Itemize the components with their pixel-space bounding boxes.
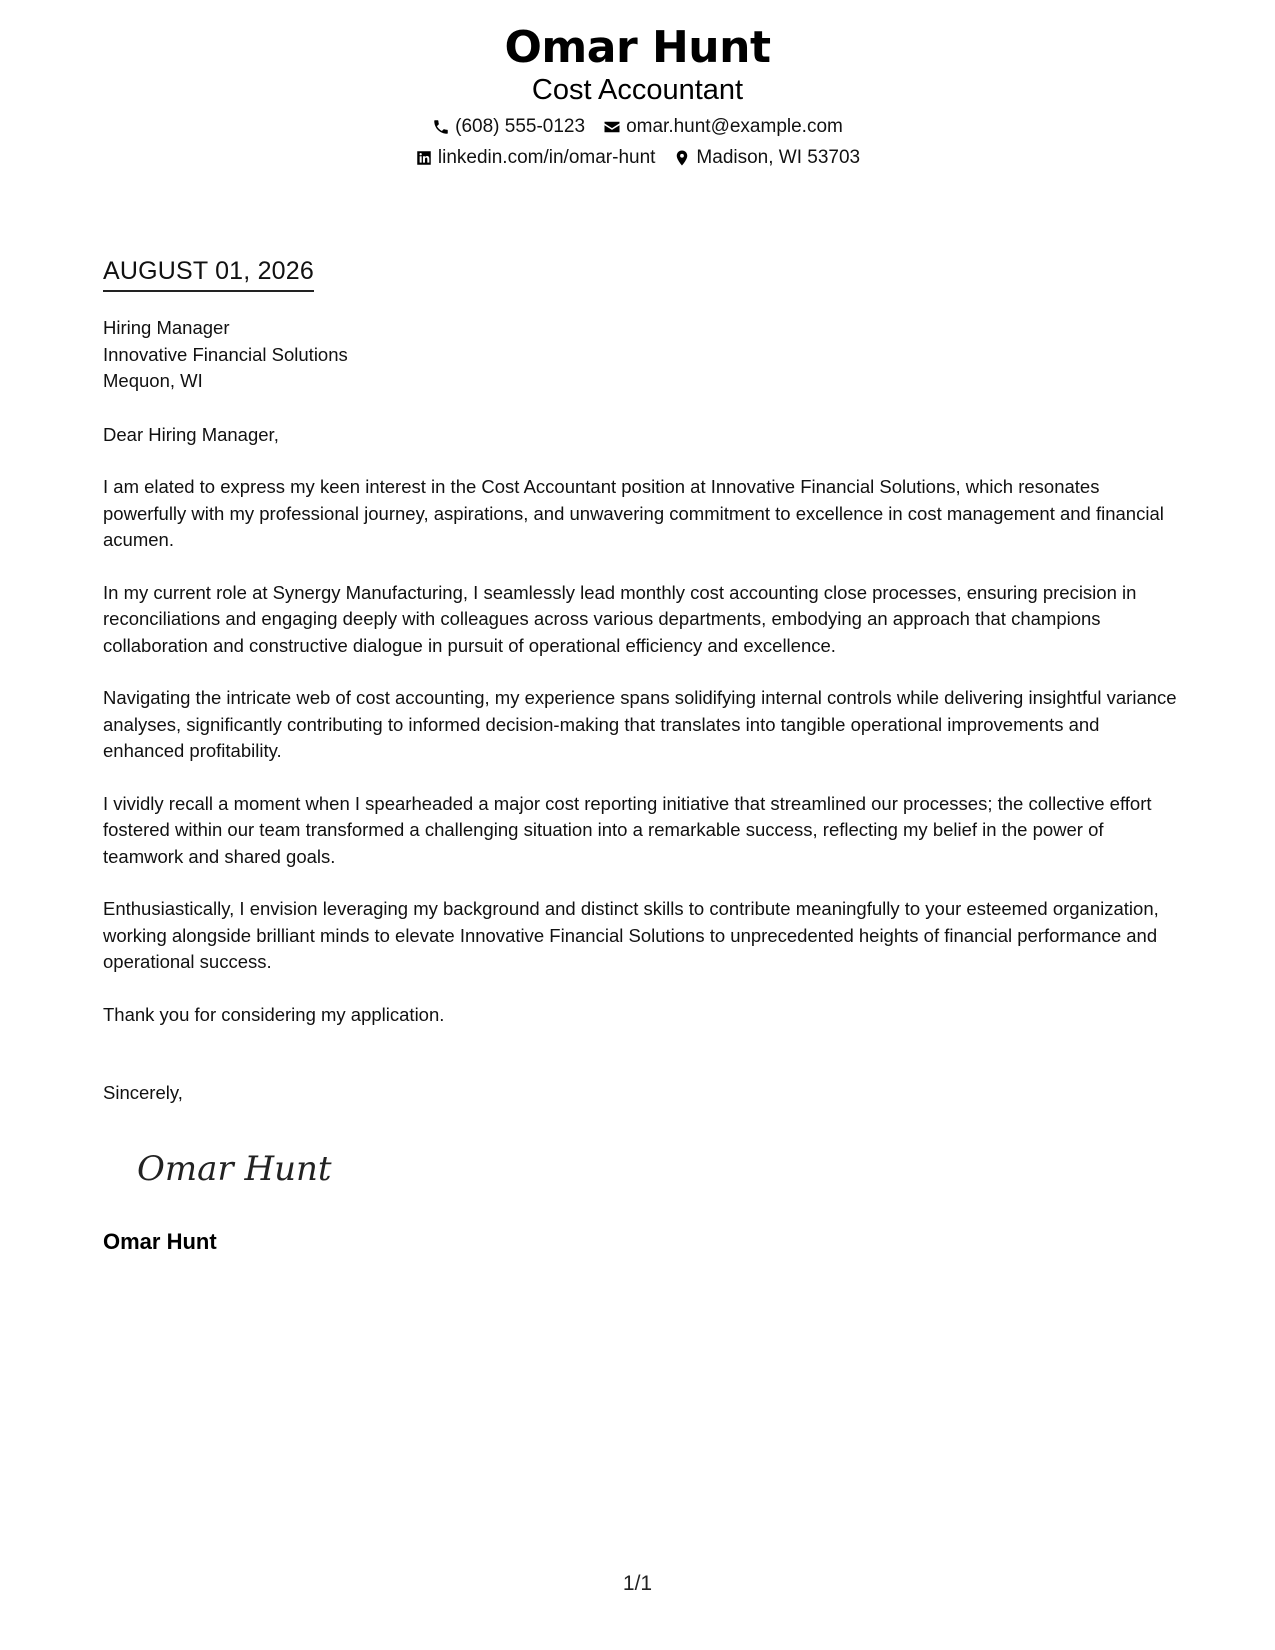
linkedin-text[interactable]: linkedin.com/in/omar-hunt [437, 147, 656, 168]
contact-phone [432, 115, 585, 139]
contact-linkedin[interactable] [415, 146, 656, 170]
signature-text: Omar Hunt [137, 1149, 332, 1189]
closing-thanks: Thank you for considering my application. [103, 1003, 445, 1025]
contact-email[interactable] [603, 115, 843, 139]
recipient-block [103, 315, 1178, 395]
signer-name: Omar Hunt [103, 1229, 217, 1254]
letter-body [103, 315, 1178, 1107]
map-pin-icon [673, 149, 691, 167]
location-text: Madison, WI 53703 [696, 147, 861, 168]
body-paragraph: Navigating the intricate web of cost accounting, my experience spans solidifying internal controls while delivering insightful variance analyses, significantly contributing to informed decision-making that translates into tangible operational improvements and enhanced profitability. [103, 687, 1177, 761]
email-text[interactable]: omar.hunt@example.com [626, 116, 843, 137]
body-paragraph: In my current role at Synergy Manufacturing, I seamlessly lead monthly cost accounting close processes, ensuring precision in reconciliations and engaging deeply with colleagues across various departments, embodying an approach that champions collaboration and constructive dialogue in pursuit of operational efficiency and excellence. [103, 581, 1137, 656]
letter-header [0, 22, 1275, 170]
body-paragraph: Enthusiastically, I envision leveraging my background and distinct skills to contribute meaningfully to your esteemed organization, working alongside brilliant minds to elevate Innovative Financial Solutions to unprecedented heights of financial performance and operational success. [103, 898, 1159, 972]
body-paragraph: I am elated to express my keen interest in the Cost Accountant position at Innovative Financial Solutions, which resonates powerfully with my professional journey, aspirations, and unwavering commitment to excellence in cost management and financial acumen. [103, 476, 1164, 550]
signoff: Sincerely, [103, 1082, 183, 1103]
applicant-title: Cost Accountant [531, 74, 744, 106]
recipient-line: Hiring Manager [103, 317, 230, 338]
linkedin-icon [415, 149, 433, 167]
page-number: 1/1 [622, 1572, 653, 1595]
body-paragraph: I vividly recall a moment when I spearheaded a major cost reporting initiative that streamlined our processes; the collective effort fostered within our team transformed a challenging situation into a remarkable success, reflecting my belief in the power of teamwork and shared goals. [103, 792, 1152, 867]
phone-icon [432, 118, 450, 136]
contact-row-1 [0, 115, 1275, 139]
recipient-line: Mequon, WI [103, 370, 203, 391]
signature-image [135, 1140, 335, 1196]
salutation: Dear Hiring Manager, [103, 423, 279, 445]
phone-text: (608) 555-0123 [455, 116, 586, 137]
applicant-name: Omar Hunt [504, 22, 771, 73]
contact-location [673, 146, 860, 170]
envelope-icon [603, 118, 621, 136]
contact-row-2 [0, 146, 1275, 170]
recipient-line: Innovative Financial Solutions [103, 343, 348, 365]
letter-date: AUGUST 01, 2026 [103, 256, 314, 292]
